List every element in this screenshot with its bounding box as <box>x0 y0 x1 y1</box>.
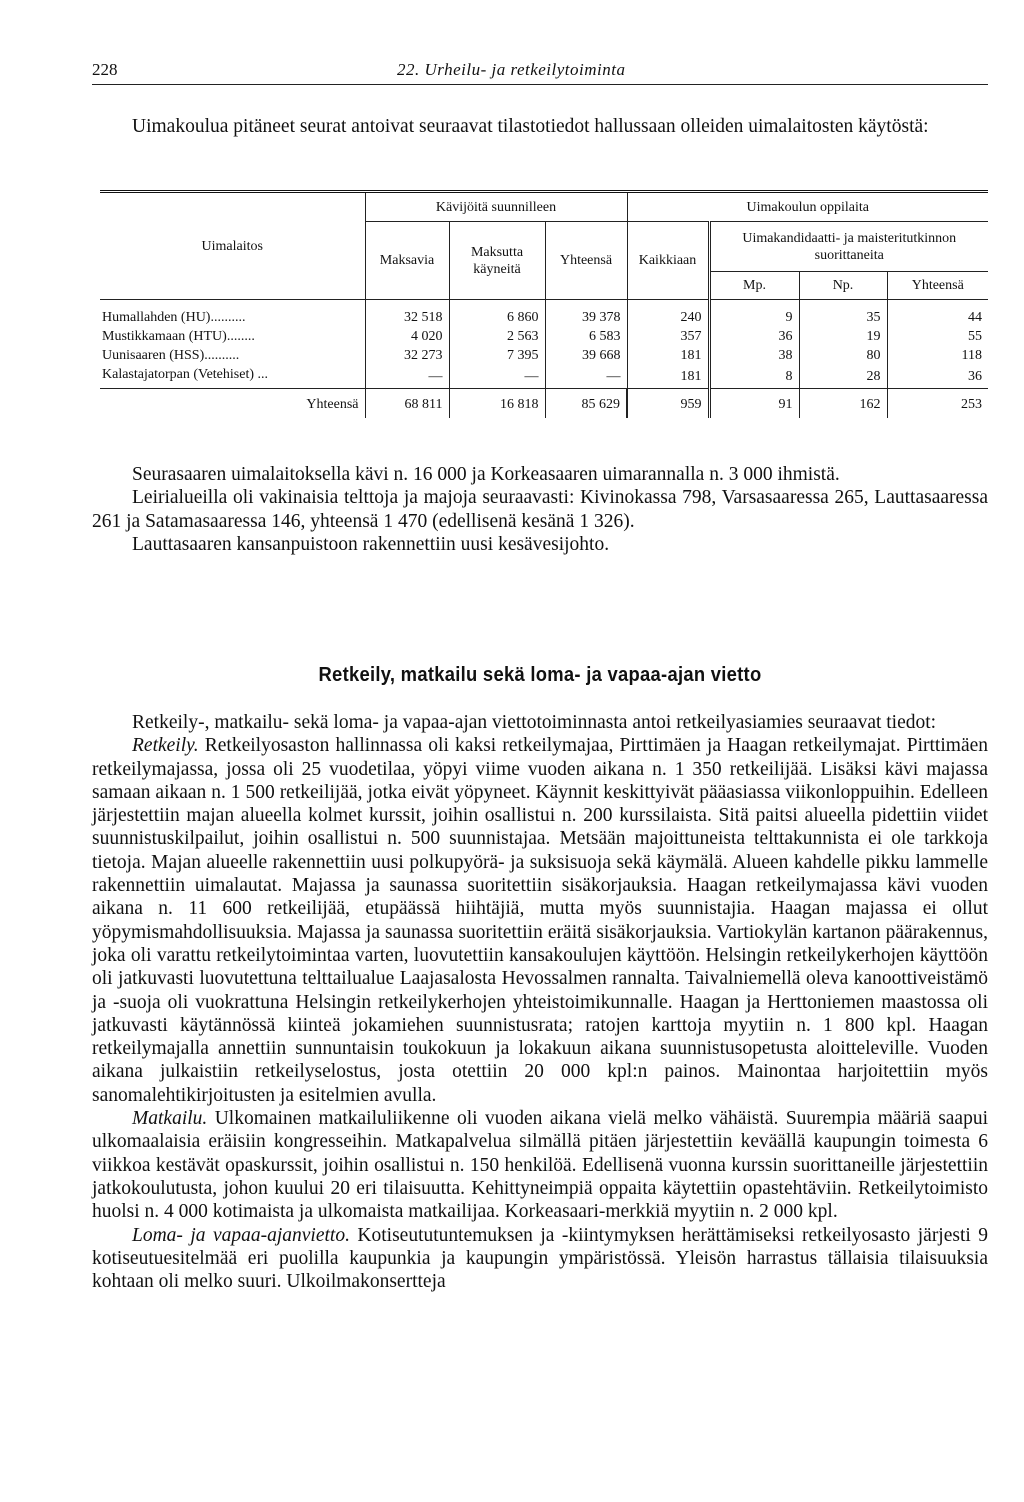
paragraph <box>92 734 988 1107</box>
cell-np: 80 <box>799 346 887 365</box>
cell-all: 181 <box>627 346 709 365</box>
cell-sum: 36 <box>887 365 988 389</box>
subheading-retkeily: Retkeily. <box>132 735 199 757</box>
total-free: 16 818 <box>449 389 545 419</box>
cell-paying: — <box>365 365 449 389</box>
cell-sum: 118 <box>887 346 988 365</box>
facility-name: Kalastajatorpan (Vetehiset) <box>102 367 254 382</box>
cell-np: 35 <box>799 300 887 328</box>
totals-row <box>100 389 988 419</box>
subheading-matkailu: Matkailu. <box>132 1108 208 1130</box>
cell-free: 2 563 <box>449 327 545 346</box>
cell-total: 39 378 <box>545 300 627 328</box>
matkailu-text: Ulkomainen matkailuliikenne oli vuoden aikana vielä melko vähäistä. Suurempia määriä saapui ulkomaalaisia eräisiin kongresseihin. Matkapalvelua silmällä pitäen järjestettiin keväällä kaupungin toimesta 6 viikkoa kestävät opaskurssit, joihin osallistui n. 150 henkilöä. Edellisenä vuonna kurssin suorittaneille järjestettiin jatkokoulutusta, johon kuului 20 eri tilaisuutta. Kehittyneimpiä oppaita käytettiin opastehtäviin. Retkeilytoimisto huolsi n. 4 000 kotimaista ja ulkomaista matkailijaa. Korkeasaari-merkkiä myytiin n. 2 000 kpl. <box>92 1108 989 1223</box>
total-sum: 253 <box>887 389 988 419</box>
leader-dots: .......... <box>210 310 246 325</box>
loma-text: Kotiseututuntemuksen ja -kiintymyksen herättämiseksi retkeilyosasto järjesti 9 kotiseutuesitelmää eri puolilla kaupunkia ja kaupungin ympäristössä. Yleisön harrastus tällaisia tilaisuuksia kohtaan oli melko suuri. Ulkoilmakonsertteja <box>92 1224 988 1293</box>
intro-paragraph: Uimakoulua pitäneet seurat antoivat seuraavat tilastotiedot hallussaan olleiden uimalaitosten käytöstä: <box>132 116 929 137</box>
cell-all: 181 <box>627 365 709 389</box>
cell-total: — <box>545 365 627 389</box>
cell-mp: 9 <box>709 300 799 328</box>
header-mp: Mp. <box>709 272 799 300</box>
facility-name: Uunisaaren (HSS) <box>102 348 205 363</box>
header-passed-group: Uimakandidaatti- ja maisteritutkinnon suorittaneita <box>709 222 988 272</box>
cell-paying: 32 273 <box>365 346 449 365</box>
header-visitors-group: Kävijöitä suunnilleen <box>365 192 627 222</box>
total-paying: 68 811 <box>365 389 449 419</box>
total-total: 85 629 <box>545 389 627 419</box>
subheading-loma: Loma- ja vapaa-ajanvietto. <box>132 1224 350 1246</box>
cell-free: — <box>449 365 545 389</box>
total-np: 162 <box>799 389 887 419</box>
cell-np: 28 <box>799 365 887 389</box>
header-total: Yhteensä <box>545 222 627 300</box>
paragraph: Leirialueilla oli vakinaisia telttoja ja majoja seuraavasti: Kivinokassa 798, Varsasaaressa 265, Lauttasaaressa 261 ja Satamasaaressa 146, yhteensä 1 470 (edellisenä kesänä 1 326). <box>92 487 988 532</box>
header-pupils-group: Uimakoulun oppilaita <box>627 192 988 222</box>
cell-total: 6 583 <box>545 327 627 346</box>
header-np: Np. <box>799 272 887 300</box>
paragraph: Seurasaaren uimalaitoksella kävi n. 16 000 ja Korkeasaaren uimarannalla n. 3 000 ihmistä. <box>132 464 840 485</box>
leader-dots: ........ <box>226 329 255 344</box>
leader-dots: ... <box>257 367 268 382</box>
cell-sum: 55 <box>887 327 988 346</box>
paragraph: Retkeily-, matkailu- sekä loma- ja vapaa-ajan viettotoiminnasta antoi retkeilyasiamies seuraavat tiedot: <box>132 712 937 733</box>
cell-paying: 4 020 <box>365 327 449 346</box>
table-row <box>100 327 988 346</box>
header-all: Kaikkiaan <box>627 222 709 300</box>
paragraph <box>92 1107 988 1223</box>
running-title: 22. Urheilu- ja retkeilytoiminta <box>397 60 626 79</box>
cell-mp: 8 <box>709 365 799 389</box>
cell-all: 357 <box>627 327 709 346</box>
header-free: Maksutta käyneitä <box>449 222 545 300</box>
cell-all: 240 <box>627 300 709 328</box>
table-row <box>100 300 988 328</box>
leader-dots: .......... <box>204 348 240 363</box>
paragraph: Lauttasaaren kansanpuistoon rakennettiin uusi kesävesijohto. <box>132 533 610 555</box>
facility-name: Humallahden (HU) <box>102 310 211 325</box>
cell-mp: 36 <box>709 327 799 346</box>
facility-name: Mustikkamaan (HTU) <box>102 329 227 344</box>
cell-np: 19 <box>799 327 887 346</box>
cell-paying: 32 518 <box>365 300 449 328</box>
section-body <box>92 711 988 1293</box>
cell-free: 6 860 <box>449 300 545 328</box>
swimming-statistics-table <box>100 190 988 418</box>
running-header <box>92 60 988 85</box>
header-sum: Yhteensä <box>887 272 988 300</box>
total-mp: 91 <box>709 389 799 419</box>
table-row <box>100 365 988 389</box>
cell-sum: 44 <box>887 300 988 328</box>
header-facility: Uimalaitos <box>201 238 263 254</box>
header-paying: Maksavia <box>365 222 449 300</box>
totals-label: Yhteensä <box>306 397 359 412</box>
cell-mp: 38 <box>709 346 799 365</box>
cell-total: 39 668 <box>545 346 627 365</box>
cell-free: 7 395 <box>449 346 545 365</box>
retkeily-text: Retkeilyosaston hallinnassa oli kaksi retkeilymajaa, Pirttimäen ja Haagan retkeilymajat. Pirttimäen retkeilymajassa, jossa oli 25 vuodetilaa, yöpyi viime vuoden aikana n. 1 350 retkeilijää. Lisäksi kävi majassa samaan aikaan n. 1 500 retkeilijää, jotka eivät yöpyneet. Käynnit keskittyivät pääasiassa viikonloppuihin. Edelleen järjestettiin majan alueella kolmet kurssit, joihin osallistui n. 200 kurssilaista. Sitä paitsi alueella pidettiin viidet suunnistuskilpailut, joihin osallistui n. 500 suunnistajaa. Metsään majoittuneista telttakunnista ei ole tarkkoja tietoja. Majan alueelle rakennettiin uusi polkupyörä- ja suksisuoja sekä käymälä. Alueen kahdelle pikku lammelle rakennettiin uimalautat. Majassa ja saunassa suoritettiin sisäkorjauksia. Haagan retkeilymajassa kävi vuoden aikana n. 11 600 retkeilijää, etupäässä hiihtäjiä, mutta myös suunnistajia. Haagan majassa ei ollut yöpymismahdollisuuksia. Majassa ja saunassa suoritettiin eräitä sisäkorjauksia. Vartiokylän kartanon päärakennus, joka oli varattu retkeilytoimintaa varten, luovutettiin kansakoulujen käyttöön. Helsingin retkeilykerhojen käyttöön oli jatkuvasti luovutettuna telttailualue Laajasalosta Hevossalmen rannalta. Taivalniemellä oleva kanoottiveistämö ja -suoja oli vuokrattuna Helsingin retkeilykerhojen yhteistoimikunnalle. Haagan ja Herttoniemen maastossa oli jatkuvasti käytännössä kiinteä jokamiehen suunnistusrata; ratojen karttoja myytiin n. 1 800 kpl. Haagan retkeilymajalla annettiin sunnuntaisin toukokuun ja lokakuun aikana suunnistusopetusta aloitteleville. Vuoden aikana julkaistiin retkeilyselostus, josta otettiin 20 000 kpl:n painos. Mainontaa harjoitettiin myös sanomalehtikirjoitusten ja esitelmien avulla. <box>92 735 988 1106</box>
after-table-text <box>92 463 988 556</box>
page-number: 228 <box>92 60 118 79</box>
table-row <box>100 346 988 365</box>
total-all: 959 <box>627 389 709 419</box>
paragraph <box>92 1224 988 1294</box>
section-heading: Retkeily, matkailu sekä loma- ja vapaa-ajan vietto <box>318 664 762 686</box>
